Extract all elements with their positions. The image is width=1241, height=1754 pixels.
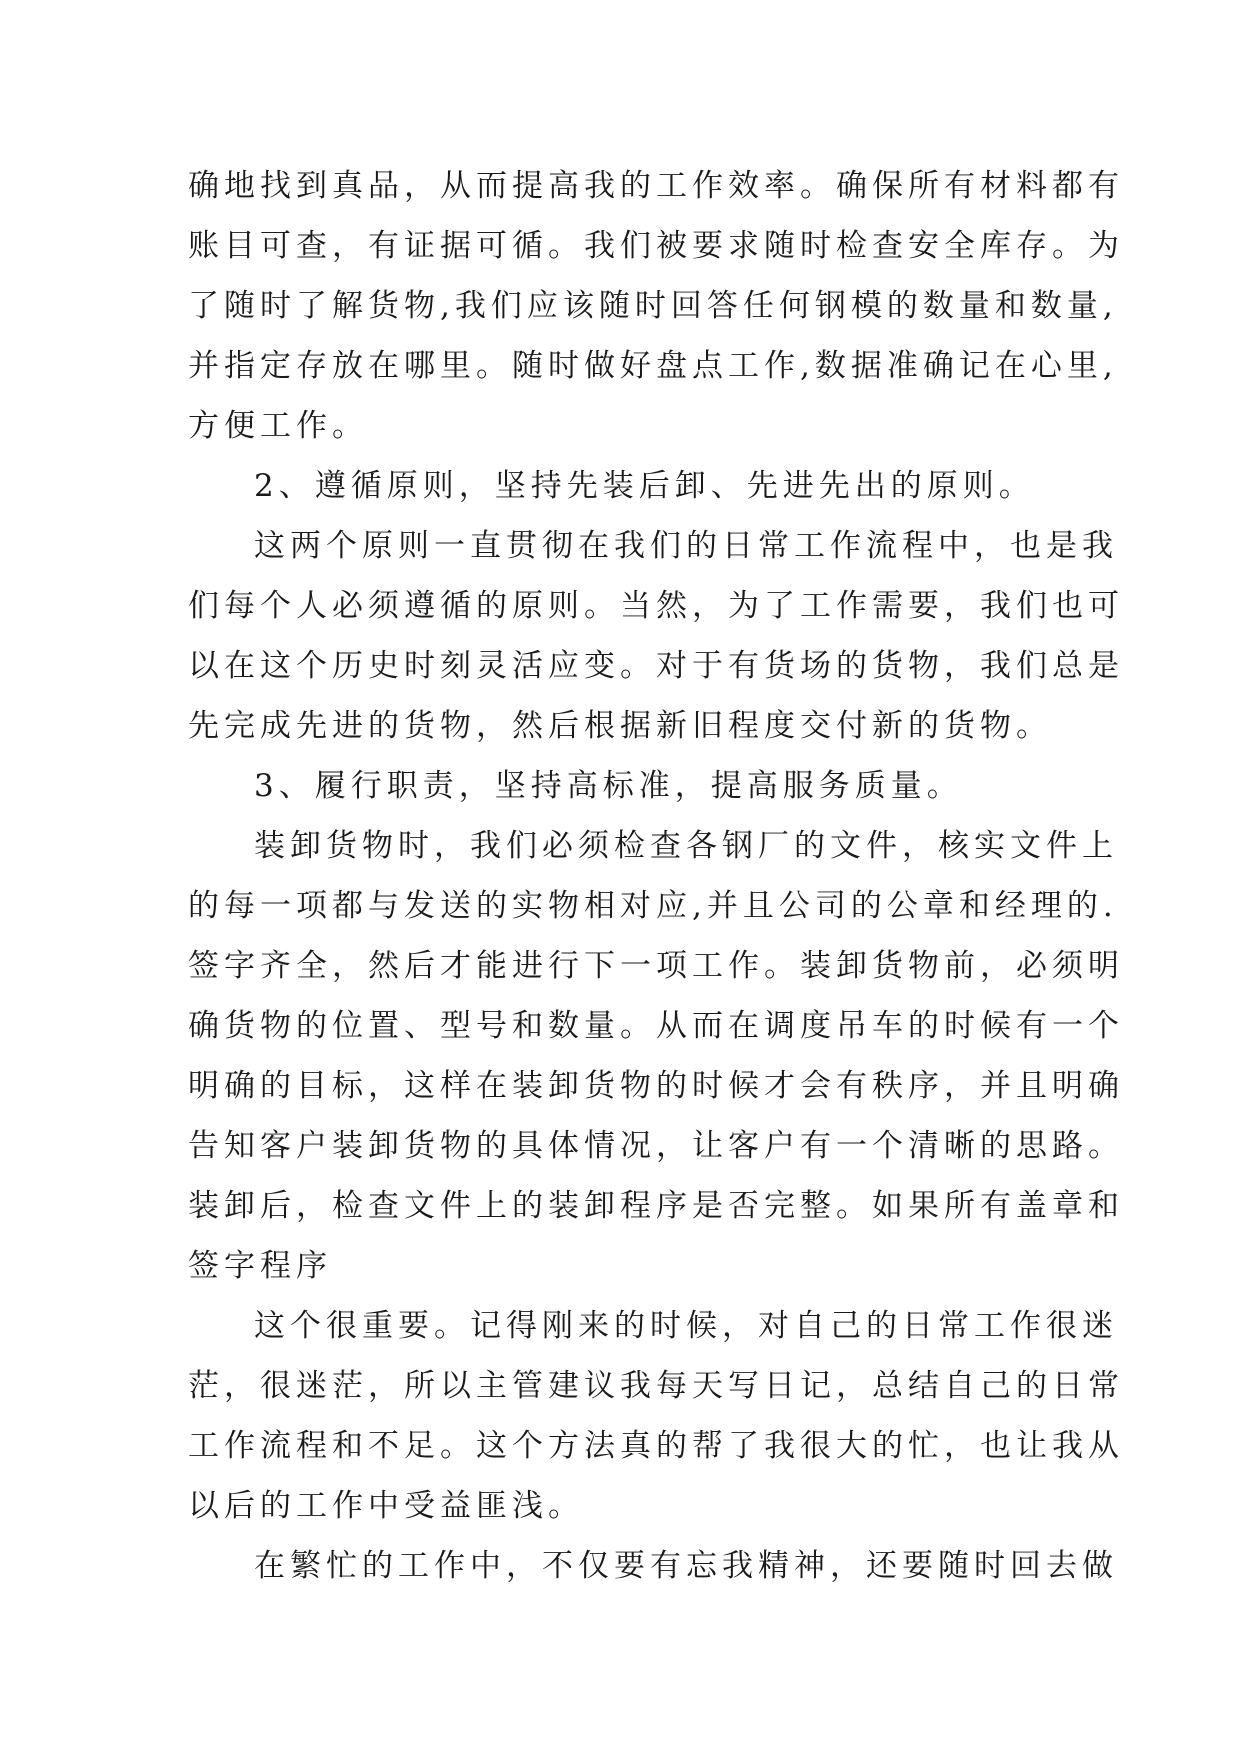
text-line: 以在这个历史时刻灵活应变。对于有货场的货物，我们总是 xyxy=(188,648,1124,684)
text-line: 们每个人必须遵循的原则。当然，为了工作需要，我们也可 xyxy=(188,588,1124,624)
text-line: 工作流程和不足。这个方法真的帮了我很大的忙，也让我从 xyxy=(188,1428,1124,1464)
text-line: 签字程序 xyxy=(188,1248,332,1284)
text-line: 以后的工作中受益匪浅。 xyxy=(188,1488,584,1524)
text-line: 并指定存放在哪里。随时做好盘点工作,数据准确记在心里, xyxy=(188,348,1118,384)
text-line: 方便工作。 xyxy=(188,408,368,444)
text-line: 签字齐全，然后才能进行下一项工作。装卸货物前，必须明 xyxy=(188,948,1124,984)
text-line: 茫，很迷茫，所以主管建议我每天写日记，总结自己的日常 xyxy=(188,1368,1124,1404)
text-line: 明确的目标，这样在装卸货物的时候才会有秩序，并且明确 xyxy=(188,1068,1124,1104)
text-line: 的每一项都与发送的实物相对应,并且公司的公章和经理的. xyxy=(188,888,1118,924)
section-heading: 2、遵循原则，坚持先装后卸、先进先出的原则。 xyxy=(254,468,1035,504)
text-line: 告知客户装卸货物的具体情况，让客户有一个清晰的思路。 xyxy=(188,1128,1124,1164)
text-line: 这个很重要。记得刚来的时候，对自己的日常工作很迷 xyxy=(254,1308,1118,1344)
text-line: 先完成先进的货物，然后根据新旧程度交付新的货物。 xyxy=(188,708,1052,744)
text-line: 账目可查，有证据可循。我们被要求随时检查安全库存。为 xyxy=(188,228,1124,264)
section-heading: 3、履行职责，坚持高标准，提高服务质量。 xyxy=(254,768,963,804)
text-line: 了随时了解货物,我们应该随时回答任何钢模的数量和数量, xyxy=(188,288,1118,324)
text-line: 确货物的位置、型号和数量。从而在调度吊车的时候有一个 xyxy=(188,1008,1124,1044)
text-line: 装卸后，检查文件上的装卸程序是否完整。如果所有盖章和 xyxy=(188,1188,1124,1224)
text-line: 在繁忙的工作中，不仅要有忘我精神，还要随时回去做 xyxy=(254,1548,1118,1584)
text-line: 这两个原则一直贯彻在我们的日常工作流程中，也是我 xyxy=(254,528,1118,564)
text-line: 装卸货物时，我们必须检查各钢厂的文件，核实文件上 xyxy=(254,828,1118,864)
text-line: 确地找到真品，从而提高我的工作效率。确保所有材料都有 xyxy=(188,168,1124,204)
